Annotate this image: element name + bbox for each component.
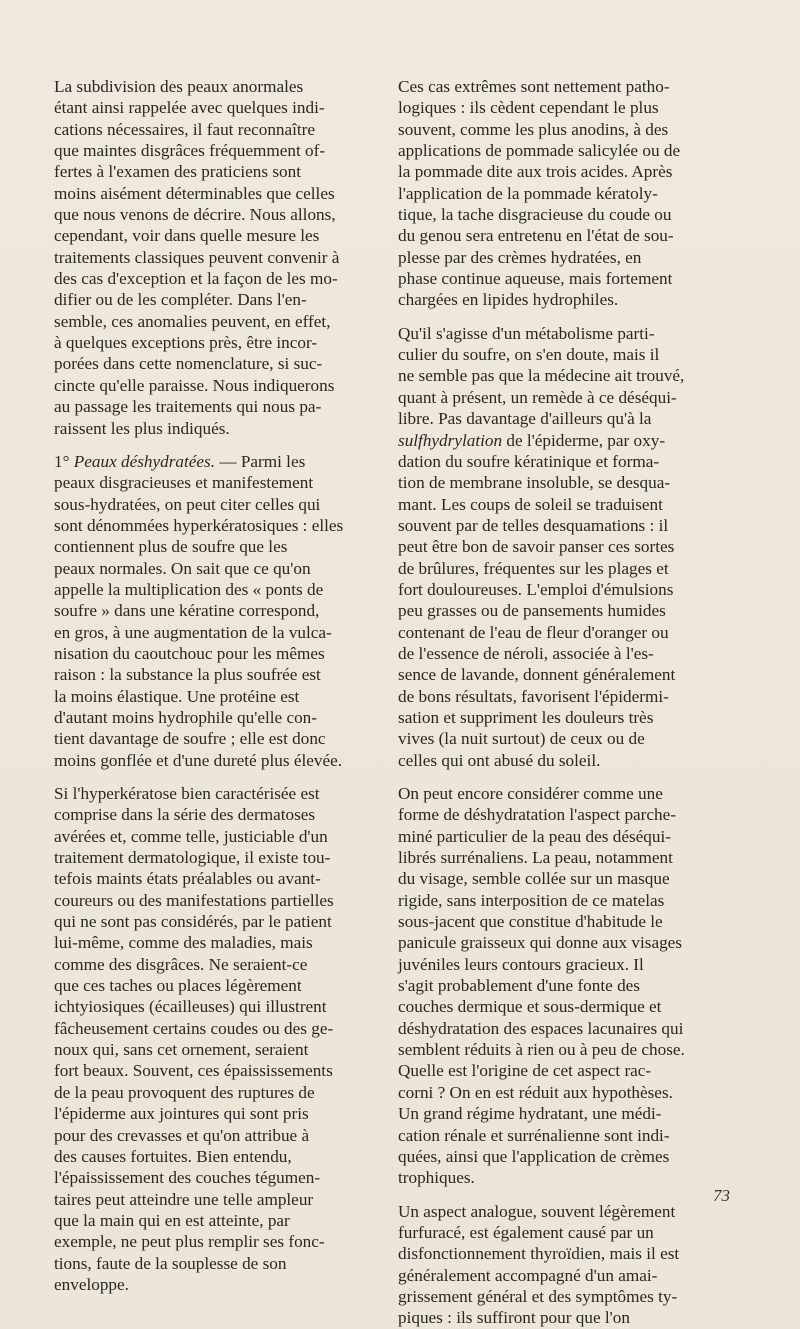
text-line: sous-jacent que constitue d'habitude le <box>398 912 663 932</box>
text-line: lui-même, comme des maladies, mais <box>54 933 313 953</box>
text-line: corni ? On en est réduit aux hypothèses. <box>398 1082 673 1102</box>
text-line: sous-hydratées, on peut citer celles qui <box>54 494 321 514</box>
text-line: disfonctionnement thyroïdien, mais il est <box>398 1244 680 1264</box>
text-line: Un grand régime hydratant, une médi- <box>398 1104 662 1124</box>
text-line: semblent réduits à rien ou à peu de chose. <box>398 1040 685 1060</box>
text-line: de la peau provoquent des ruptures de <box>54 1082 315 1102</box>
text-line: en gros, à une augmentation de la vulca- <box>54 622 332 642</box>
text-line: dation du soufre kératinique et forma- <box>398 451 660 471</box>
paragraph <box>398 1201 744 1329</box>
text-line: que la main qui en est atteinte, par <box>54 1210 290 1230</box>
page-number: 73 <box>713 1186 730 1205</box>
text-line: vives (la nuit surtout) de ceux ou de <box>398 729 645 749</box>
right-text-column <box>398 76 744 1329</box>
text-line: furfuracé, est également causé par un <box>398 1222 654 1242</box>
text-line: soufre » dans une kératine correspond, <box>54 601 320 621</box>
text-line: piques : ils suffiront pour que l'on <box>398 1308 630 1328</box>
text-line: du visage, semble collée sur un masque <box>398 869 670 889</box>
paragraph <box>54 451 372 771</box>
paragraph <box>398 783 744 1189</box>
text-line: l'épiderme aux jointures qui sont pris <box>54 1104 309 1124</box>
text-line: noux qui, sans cet ornement, seraient <box>54 1040 309 1060</box>
text-line: quant à présent, un remède à ce déséqui- <box>398 387 677 407</box>
text-line: miné particulier de la peau des déséqui- <box>398 826 671 846</box>
text-line: moins gonflée et d'une dureté plus élevée. <box>54 750 343 770</box>
text-line: juvéniles leurs contours gracieux. Il <box>398 954 644 974</box>
text-line: Qu'il s'agisse d'un métabolisme parti- <box>398 323 655 343</box>
text-line: peaux disgracieuses et manifestement <box>54 473 314 493</box>
text-line: trophiques. <box>398 1168 475 1188</box>
text-line: sulfhydrylation de l'épiderme, par oxy- <box>398 430 666 450</box>
text-line: ne semble pas que la médecine ait trouvé, <box>398 366 685 386</box>
text-line: à quelques exceptions près, être incor- <box>54 333 318 353</box>
text-line: traitements classiques peuvent convenir à <box>54 247 340 267</box>
text-line: traitement dermatologique, il existe tou- <box>54 848 331 868</box>
text-line: contiennent plus de soufre que les <box>54 537 288 557</box>
text-line: semble, ces anomalies peuvent, en effet, <box>54 311 331 331</box>
text-line: Un aspect analogue, souvent légèrement <box>398 1201 676 1221</box>
text-line: sation et suppriment les douleurs très <box>398 707 654 727</box>
text-line: Quelle est l'origine de cet aspect rac- <box>398 1061 652 1081</box>
text-line: du genou sera entretenu en l'état de sou- <box>398 226 674 246</box>
text-line: Ces cas extrêmes sont nettement patho- <box>398 77 670 96</box>
text-line: au passage les traitements qui nous pa- <box>54 397 322 417</box>
text-line: nisation du caoutchouc pour les mêmes <box>54 643 325 663</box>
text-line: logiques : ils cèdent cependant le plus <box>398 98 659 118</box>
text-line: appelle la multiplication des « ponts de <box>54 579 324 599</box>
text-line: sont dénommées hyperkératosiques : elles <box>54 515 344 535</box>
text-line: sence de lavande, donnent généralement <box>398 665 676 685</box>
text-line: souvent par de telles desquamations : il <box>398 515 669 535</box>
text-line: d'autant moins hydrophile qu'elle con- <box>54 707 317 727</box>
text-line: librés surrénaliens. La peau, notamment <box>398 848 673 868</box>
text-line: panicule graisseux qui donne aux visages <box>398 933 682 953</box>
text-line: de bons résultats, favorisent l'épidermi- <box>398 686 669 706</box>
text-line: la pommade dite aux trois acides. Après <box>398 162 673 182</box>
text-line: tions, faute de la souplesse de son <box>54 1253 287 1273</box>
text-line: fertes à l'examen des praticiens sont <box>54 162 301 182</box>
text-line: avérées et, comme telle, justiciable d'un <box>54 826 328 846</box>
text-line: coureurs ou des manifestations partielles <box>54 890 334 910</box>
text-line: celles qui ont abusé du soleil. <box>398 750 601 770</box>
text-line: enveloppe. <box>54 1274 129 1294</box>
text-line: taires peut atteindre une telle ampleur <box>54 1189 314 1209</box>
text-line: mant. Les coups de soleil se traduisent <box>398 494 663 514</box>
text-line: rigide, sans interposition de ce matelas <box>398 890 665 910</box>
paragraph <box>54 783 372 1295</box>
text-line: s'agit probablement d'une fonte des <box>398 976 640 996</box>
text-line: cation rénale et surrénalienne sont indi- <box>398 1125 670 1145</box>
text-line: fort douloureuses. L'emploi d'émulsions <box>398 579 674 599</box>
text-line: Si l'hyperkératose bien caractérisée est <box>54 784 320 803</box>
text-line: phase continue aqueuse, mais fortement <box>398 269 673 289</box>
text-line: chargées en lipides hydrophiles. <box>398 290 619 310</box>
text-line: tefois maints états préalables ou avant- <box>54 869 321 889</box>
text-line: des cas d'exception et la façon de les mo- <box>54 269 338 289</box>
text-line: généralement accompagné d'un amai- <box>398 1265 658 1285</box>
text-line: l'épaississement des couches tégumen- <box>54 1168 321 1188</box>
text-line: grissement général et des symptômes ty- <box>398 1286 678 1306</box>
text-line: moins aisément déterminables que celles <box>54 183 335 203</box>
text-line: porées dans cette nomenclature, si suc- <box>54 354 323 374</box>
text-line: tient davantage de soufre ; elle est donc <box>54 729 326 749</box>
text-line: que maintes disgrâces fréquemment of- <box>54 141 326 161</box>
text-line: pour des crevasses et qu'on attribue à <box>54 1125 310 1145</box>
text-line: quées, ainsi que l'application de crèmes <box>398 1146 670 1166</box>
text-line: couches dermique et sous-dermique et <box>398 997 662 1017</box>
text-line: peaux normales. On sait que ce qu'on <box>54 558 311 578</box>
text-line: fort beaux. Souvent, ces épaississements <box>54 1061 333 1081</box>
text-line: cincte qu'elle paraisse. Nous indiquerons <box>54 375 335 395</box>
paragraph <box>398 323 744 771</box>
text-line: cations nécessaires, il faut reconnaître <box>54 119 316 139</box>
text-line: ichtyiosiques (écailleuses) qui illustrent <box>54 997 327 1017</box>
text-line: la moins élastique. Une protéine est <box>54 686 300 706</box>
text-line: qui ne sont pas considérés, par le patient <box>54 912 332 932</box>
text-line: tique, la tache disgracieuse du coude ou <box>398 205 672 225</box>
text-line: raissent les plus indiqués. <box>54 418 230 438</box>
paragraph <box>54 76 372 439</box>
text-line: peut être bon de savoir panser ces sortes <box>398 537 675 557</box>
text-line: exemple, ne peut plus remplir ses fonc- <box>54 1232 325 1252</box>
text-line: comme des disgrâces. Ne seraient-ce <box>54 954 308 974</box>
text-line: difier ou de les compléter. Dans l'en- <box>54 290 307 310</box>
text-line: de brûlures, fréquentes sur les plages et <box>398 558 669 578</box>
text-line: l'application de la pommade kératoly- <box>398 183 658 203</box>
text-line: culier du soufre, on s'en doute, mais il <box>398 345 660 365</box>
text-line: que ces taches ou places légèrement <box>54 976 302 996</box>
text-line: On peut encore considérer comme une <box>398 784 663 803</box>
text-line: plesse par des crèmes hydratées, en <box>398 247 642 267</box>
text-line: peu grasses ou de pansements humides <box>398 601 666 621</box>
text-line: des causes fortuites. Bien entendu, <box>54 1146 292 1166</box>
text-line: La subdivision des peaux anormales <box>54 77 304 96</box>
text-line: applications de pommade salicylée ou de <box>398 141 681 161</box>
text-line: raison : la substance la plus soufrée est <box>54 665 321 685</box>
text-line: tion de membrane insoluble, se desqua- <box>398 473 671 493</box>
text-line: 1° Peaux déshydratées. — Parmi les <box>54 451 306 471</box>
paragraph <box>398 76 744 311</box>
text-line: forme de déshydratation l'aspect parche- <box>398 805 676 825</box>
text-line: fâcheusement certains coudes ou des ge- <box>54 1018 334 1038</box>
text-line: libre. Pas davantage d'ailleurs qu'à la <box>398 409 652 429</box>
text-line: contenant de l'eau de fleur d'oranger ou <box>398 622 669 642</box>
text-line: que nous venons de décrire. Nous allons, <box>54 205 336 225</box>
text-line: comprise dans la série des dermatoses <box>54 805 316 825</box>
left-text-column <box>54 76 372 1295</box>
text-line: déshydratation des espaces lacunaires qui <box>398 1018 684 1038</box>
text-line: souvent, comme les plus anodins, à des <box>398 119 669 139</box>
text-line: de l'essence de néroli, associée à l'es- <box>398 643 654 663</box>
text-line: cependant, voir dans quelle mesure les <box>54 226 320 246</box>
text-line: étant ainsi rappelée avec quelques indi- <box>54 98 325 118</box>
